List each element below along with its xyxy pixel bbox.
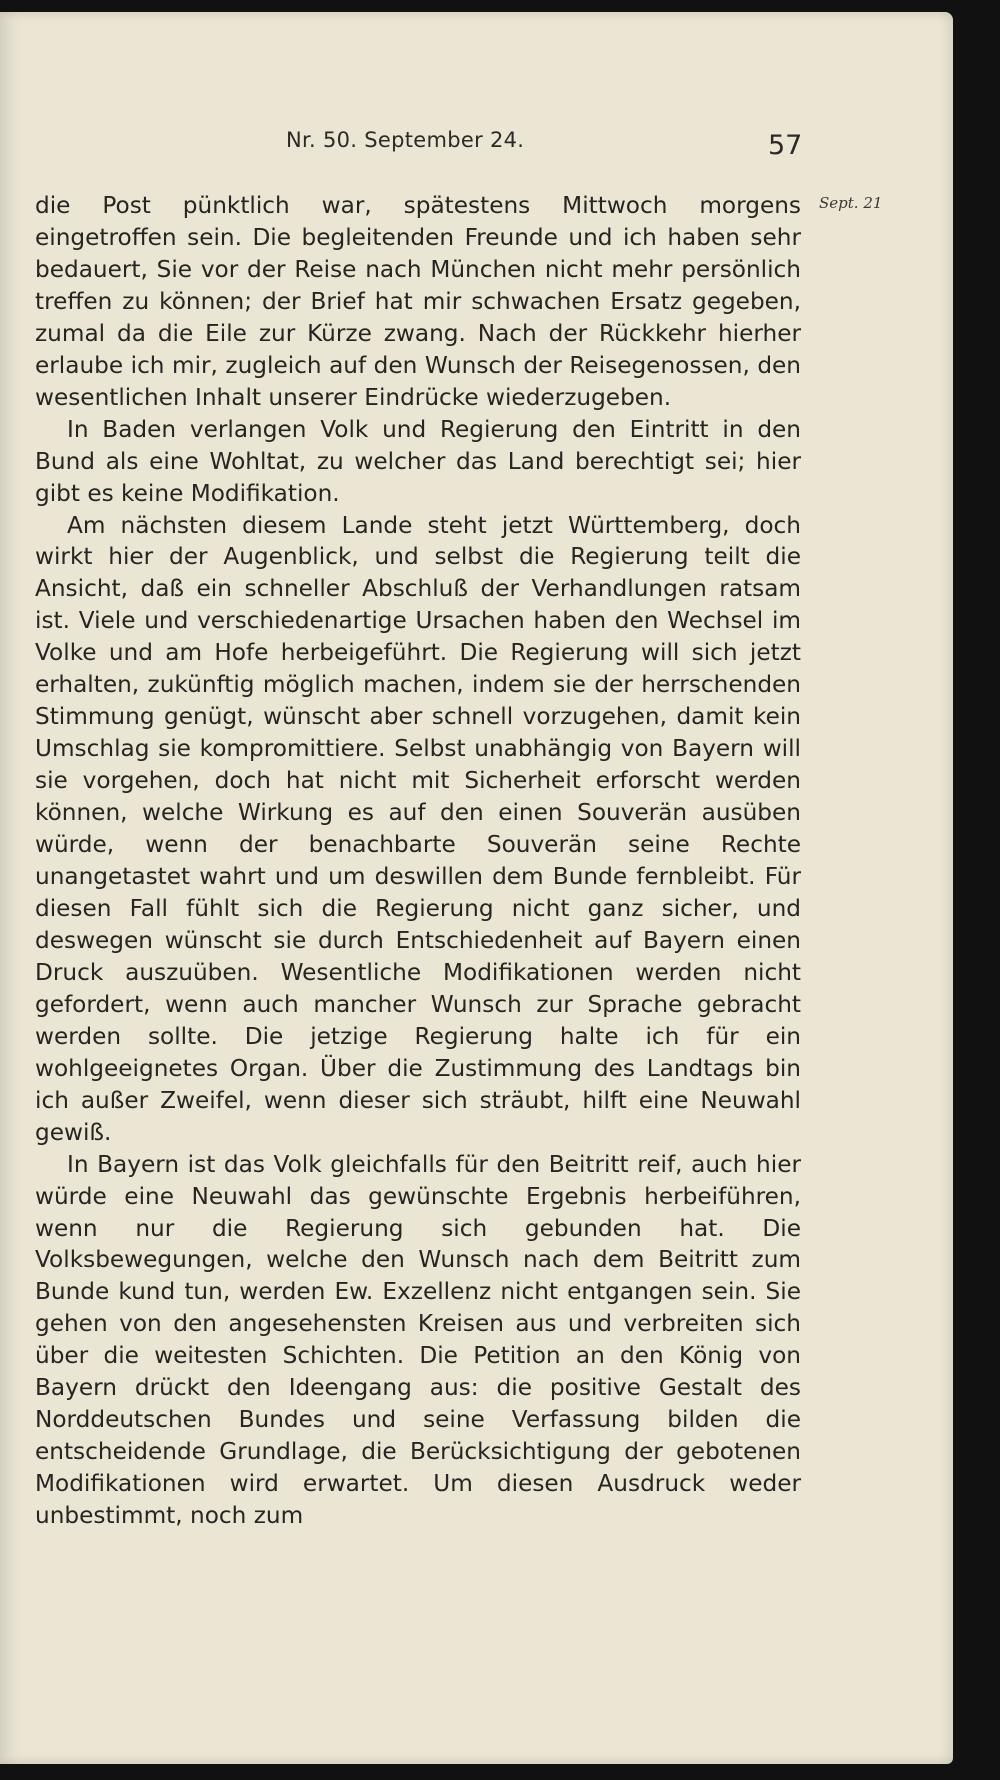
paragraph: In Baden verlangen Volk und Regierung den Eintritt in den Bund als eine Wohltat, zu welcher das Land berechtigt sei; hier gibt es keine Modifikation. [35, 415, 801, 507]
book-page [0, 12, 953, 1764]
body-text [35, 190, 801, 1532]
header-title: Nr. 50. September 24. [286, 128, 525, 152]
page-number: 57 [768, 130, 803, 161]
paragraph: die Post pünktlich war, spätestens Mittwoch morgens eingetroffen sein. Die begleitenden Freunde und ich haben sehr bedauert, Sie vor der Reise nach München nicht mehr persönlich treffen zu können; der Brief hat mir schwachen Ersatz gegeben, zumal da die Eile zur Kürze zwang. Nach der Rückkehr hierher erlaube ich mir, zugleich auf den Wunsch der Reisegenossen, den wesentlichen Inhalt unserer Eindrücke wiederzugeben. [35, 192, 801, 411]
margin-date-note: Sept. 21 [819, 194, 883, 212]
paragraph: Am nächsten diesem Lande steht jetzt Württemberg, doch wirkt hier der Augenblick, und selbst die Regierung teilt die Ansicht, daß ein schneller Abschluß der Verhandlungen ratsam ist. Viele und verschiedenartige Ursachen haben den Wechsel im Volke und am Hofe herbeigeführt. Die Regierung will sich jetzt erhalten, zukünftig möglich machen, indem sie der herrschenden Stimmung genügt, wünscht aber schnell vorzugehen, damit kein Umschlag sie kompromittiere. Selbst unabhängig von Bayern will sie vorgehen, doch hat nicht mit Sicherheit erforscht werden können, welche Wirkung es auf den einen Souverän ausüben würde, wenn der benachbarte Souverän seine Rechte unangetastet wahrt und um deswillen dem Bunde fernbleibt. Für diesen Fall fühlt sich die Regierung nicht ganz sicher, und deswegen wünscht sie durch Entschiedenheit auf Bayern einen Druck auszuüben. Wesentliche Modifikationen werden nicht gefordert, wenn auch mancher Wunsch zur Sprache gebracht werden sollte. Die jetzige Regierung halte ich für ein wohlgeeignetes Organ. Über die Zustimmung des Landtags bin ich außer Zweifel, wenn dieser sich sträubt, hilft eine Neuwahl gewiß. [35, 511, 801, 1146]
paragraph: In Bayern ist das Volk gleichfalls für den Beitritt reif, auch hier würde eine Neuwahl das gewünschte Ergebnis herbeiführen, wenn nur die Regierung sich gebunden hat. Die Volksbewegungen, welche den Wunsch nach dem Beitritt zum Bunde kund tun, werden Ew. Exzellenz nicht entgangen sein. Sie gehen von den angesehensten Kreisen aus und verbreiten sich über die weitesten Schichten. Die Petition an den König von Bayern drückt den Ideengang aus: die positive Gestalt des Norddeutschen Bundes und seine Verfassung bilden die entscheidende Grundlage, die Berücksichtigung der gebotenen Modifikationen wird erwartet. Um diesen Ausdruck weder unbestimmt, noch zum [35, 1150, 801, 1530]
running-header [0, 114, 953, 161]
